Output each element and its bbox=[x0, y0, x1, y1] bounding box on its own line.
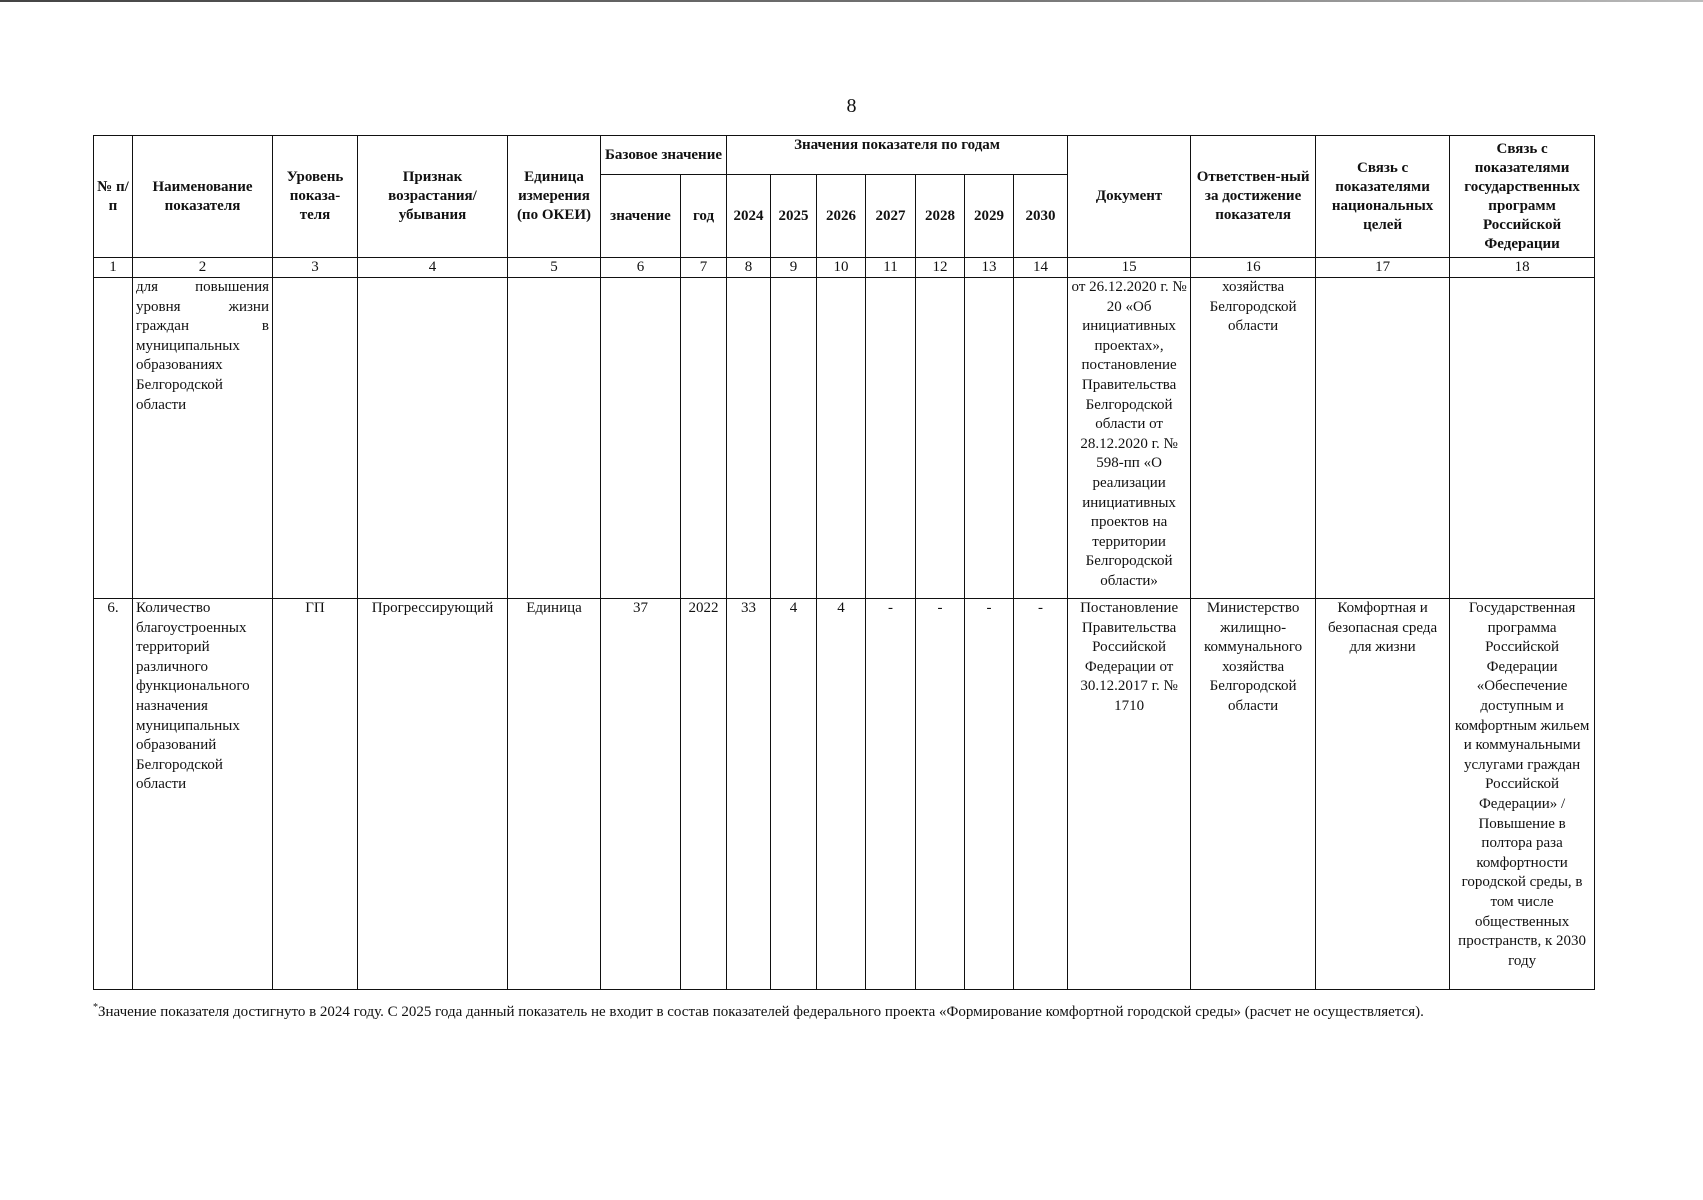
year-value: - bbox=[866, 599, 916, 990]
header-year: 2028 bbox=[916, 175, 965, 258]
column-number: 2 bbox=[133, 258, 273, 278]
header-document: Документ bbox=[1068, 136, 1191, 258]
column-number: 14 bbox=[1014, 258, 1068, 278]
column-number: 10 bbox=[817, 258, 866, 278]
header-national-goals: Связь с показателями национальных целей bbox=[1316, 136, 1450, 258]
year-value bbox=[916, 278, 965, 599]
table-row bbox=[94, 278, 1595, 599]
footnote-mark: * bbox=[93, 1002, 98, 1013]
base-value bbox=[601, 278, 681, 599]
year-value bbox=[727, 278, 771, 599]
header-year: 2024 bbox=[727, 175, 771, 258]
header-base-year: год bbox=[681, 175, 727, 258]
header-year: 2030 bbox=[1014, 175, 1068, 258]
base-value: 37 bbox=[601, 599, 681, 990]
indicator-level: ГП bbox=[273, 599, 358, 990]
column-number: 7 bbox=[681, 258, 727, 278]
column-number: 3 bbox=[273, 258, 358, 278]
header-level: Уровень показа-теля bbox=[273, 136, 358, 258]
column-number: 18 bbox=[1450, 258, 1595, 278]
state-programs bbox=[1450, 278, 1595, 599]
column-number: 12 bbox=[916, 258, 965, 278]
column-number: 15 bbox=[1068, 258, 1191, 278]
year-value: 4 bbox=[817, 599, 866, 990]
footnote-text: Значение показателя достигнуто в 2024 году. С 2025 года данный показатель не входит в состав показателей федерального проекта «Формирование комфортной городской среды» (расчет не осуществляется). bbox=[98, 1004, 1424, 1020]
column-number: 11 bbox=[866, 258, 916, 278]
footnote bbox=[93, 998, 1610, 1023]
year-value: - bbox=[916, 599, 965, 990]
header-year: 2027 bbox=[866, 175, 916, 258]
header-responsible: Ответствен-ный за достижение показателя bbox=[1191, 136, 1316, 258]
column-number: 9 bbox=[771, 258, 817, 278]
header-sign: Признак возрастания/ убывания bbox=[358, 136, 508, 258]
column-numbers-row bbox=[94, 258, 1595, 278]
indicator-name: для повышения уровня жизни граждан в муниципальных образованиях Белгородской области bbox=[133, 278, 273, 599]
header-base-value: значение bbox=[601, 175, 681, 258]
document: Постановление Правительства Российской Федерации от 30.12.2017 г. № 1710 bbox=[1068, 599, 1191, 990]
document: от 26.12.2020 г. № 20 «Об инициативных проектах», постановление Правительства Белгородской области от 28.12.2020 г. № 598-пп «О реализации инициативных проектов на территории Белгородской области» bbox=[1068, 278, 1191, 599]
base-year bbox=[681, 278, 727, 599]
column-number: 5 bbox=[508, 258, 601, 278]
header-base: Базовое значение bbox=[601, 136, 727, 175]
indicator-level bbox=[273, 278, 358, 599]
indicator-unit bbox=[508, 278, 601, 599]
national-goals bbox=[1316, 278, 1450, 599]
column-number: 4 bbox=[358, 258, 508, 278]
year-value bbox=[965, 278, 1014, 599]
header-state-programs: Связь с показателями государственных программ Российской Федерации bbox=[1450, 136, 1595, 258]
year-value: 33 bbox=[727, 599, 771, 990]
year-value bbox=[771, 278, 817, 599]
indicator-sign bbox=[358, 278, 508, 599]
row-num: 6. bbox=[94, 599, 133, 990]
column-number: 13 bbox=[965, 258, 1014, 278]
header-year: 2025 bbox=[771, 175, 817, 258]
indicator-unit: Единица bbox=[508, 599, 601, 990]
header-year: 2026 bbox=[817, 175, 866, 258]
row-num bbox=[94, 278, 133, 599]
header-years-group: Значения показателя по годам bbox=[727, 136, 1068, 175]
state-programs: Государственная программа Российской Федерации «Обеспечение доступным и комфортным жильем и коммунальными услугами граждан Российской Федерации» / Повышение в полтора раза комфортности городской среды, в том числе общественных пространств, к 2030 году bbox=[1450, 599, 1595, 990]
column-number: 16 bbox=[1191, 258, 1316, 278]
national-goals: Комфортная и безопасная среда для жизни bbox=[1316, 599, 1450, 990]
year-value bbox=[1014, 278, 1068, 599]
column-number: 1 bbox=[94, 258, 133, 278]
header-name: Наименование показателя bbox=[133, 136, 273, 258]
indicators-table bbox=[93, 135, 1595, 990]
year-value: - bbox=[965, 599, 1014, 990]
header-unit: Единица измерения (по ОКЕИ) bbox=[508, 136, 601, 258]
column-number: 8 bbox=[727, 258, 771, 278]
base-year: 2022 bbox=[681, 599, 727, 990]
header-num: № п/п bbox=[94, 136, 133, 258]
indicator-name: Количество благоустроенных территорий различного функционального назначения муниципальных образований Белгородской области bbox=[133, 599, 273, 990]
responsible: Министерство жилищно-коммунального хозяйства Белгородской области bbox=[1191, 599, 1316, 990]
page-number: 8 bbox=[846, 95, 857, 117]
year-value bbox=[866, 278, 916, 599]
column-number: 6 bbox=[601, 258, 681, 278]
column-number: 17 bbox=[1316, 258, 1450, 278]
responsible: хозяйства Белгородской области bbox=[1191, 278, 1316, 599]
scan-edge-line bbox=[0, 0, 1703, 2]
year-value: 4 bbox=[771, 599, 817, 990]
year-value: - bbox=[1014, 599, 1068, 990]
year-value bbox=[817, 278, 866, 599]
indicator-sign: Прогрессирующий bbox=[358, 599, 508, 990]
header-year: 2029 bbox=[965, 175, 1014, 258]
table-row bbox=[94, 599, 1595, 990]
